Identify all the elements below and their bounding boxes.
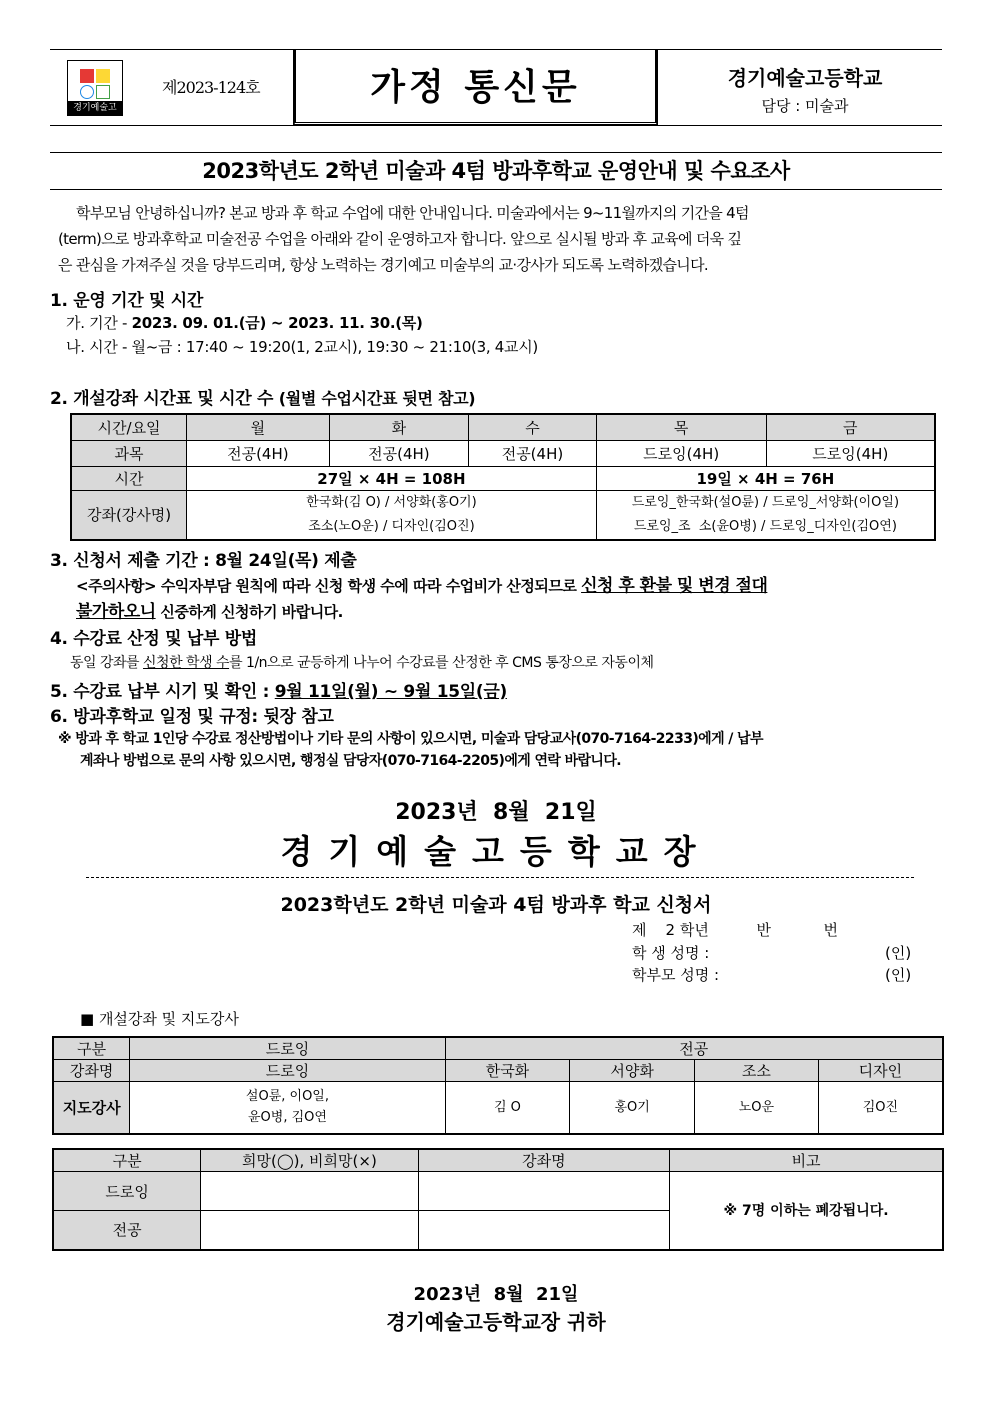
timetable [70,413,936,541]
contact-line: ※ 방과 후 학교 1인당 수강료 정산방법이나 기타 문의 사항이 있으시면, 미술과 담당교사(070-7164-2233)에게 / 납부 [58,731,763,747]
section-3-note [76,573,948,625]
row-label: 시간 [71,466,187,490]
row-label: 지도강사 [53,1082,130,1134]
section-4-title: 4. 수강료 산정 및 납부 방법 [50,629,257,649]
cut-line [86,877,914,878]
course-name: 서양화 [570,1060,695,1082]
lecturer-cell: 김O진 [818,1082,943,1134]
parent-name-label: 학부모 성명 : [632,966,720,984]
contact-note [58,728,948,772]
hours-major: 27일 × 4H = 108H [187,466,597,490]
row-label: 구분 [53,1037,130,1060]
lecturer-cell: 김 O [445,1082,570,1134]
issue-number: 제2023-124호 [162,78,260,97]
parent-seal: (인) [885,966,912,984]
intro-line: 학부모님 안녕하십니까? 본교 방과 후 학교 수업에 대한 안내입니다. 미술과에서는 9~11월까지의 기간을 4텀 [76,204,749,222]
row-label: 과목 [71,440,187,466]
preference-input-major[interactable] [201,1211,419,1250]
category-cell: 전공 [445,1037,943,1060]
header-cell: 목 [596,414,766,440]
lecturer-cell: 홍O기 [570,1082,695,1134]
department: 담당 : 미술과 [761,97,849,115]
section-2-label: 2. 개설강좌 시간표 및 시간 수 [50,389,274,409]
lecturers-major [187,490,597,540]
closure-note: ※ 7명 이하는 폐강됩니다. [670,1172,943,1250]
lecturer-line: 윤O병, 김O연 [247,1110,327,1126]
principal-title: 경기예술고등학교장 [280,832,712,871]
period-label: 가. 기간 - [66,314,132,332]
logo-green-square [96,85,110,99]
header-cell: 시간/요일 [71,414,187,440]
course-input-major[interactable] [418,1211,669,1250]
section-4-text [70,652,654,672]
time-line: 나. 시간 - 월~금 : 17:40 ~ 19:20(1, 2교시), 19:30 ~ 21:10(3, 4교시) [66,338,538,356]
subject-cell: 전공(4H) [469,440,597,466]
preference-input-drawing[interactable] [201,1172,419,1211]
form-title: 2023학년도 2학년 미술과 4텀 방과후 학교 신청서 [280,894,712,916]
header-cell: 강좌명 [418,1149,669,1172]
form-grade: 제 2 학년 반 번 [632,921,838,939]
section-6-title: 6. 방과후학교 일정 및 규정: 뒷장 참고 [50,707,334,727]
section-2-title [50,384,475,409]
caution-text: <주의사항> 수익자부담 원칙에 따라 신청 학생 수에 따라 수업비가 산정되므로 [76,577,582,595]
subject-cell: 드로잉(4H) [596,440,766,466]
section-5-title [50,677,507,702]
period-line [66,312,423,333]
row-label: 전공 [53,1211,201,1250]
header-cell: 구분 [53,1149,201,1172]
header-cell: 금 [766,414,935,440]
lecturer-line: 설O륜, 이O일, [245,1089,330,1105]
intro-line: (term)으로 방과후학교 미술전공 수업을 아래와 같이 운영하고자 합니다. 앞으로 실시될 방과 후 교육에 더욱 깊 [58,230,742,248]
header-cell: 비고 [670,1149,943,1172]
subject-cell: 드로잉(4H) [766,440,935,466]
course-input-drawing[interactable] [418,1172,669,1211]
student-name-label: 학 생 성명 : [632,944,710,962]
school-logo [67,60,123,116]
course-name: 드로잉 [130,1060,445,1082]
notice-subtitle: 2023학년도 2학년 미술과 4텀 방과후학교 운영안내 및 수요조사 [50,152,942,190]
section-2-note: (월별 수업시간표 뒷면 참고) [278,389,476,408]
issue-date: 2023년 8월 21일 [395,800,597,825]
course-name: 조소 [695,1060,819,1082]
row-label: 강좌명 [53,1060,130,1082]
caution-text: 신중하게 신청하기 바랍니다. [155,603,343,621]
school-name: 경기예술고등학교 [727,66,883,90]
hours-drawing: 19일 × 4H = 76H [596,466,935,490]
period-value: 2023. 09. 01.(금) ~ 2023. 11. 30.(목) [131,314,423,332]
logo-blue-circle [80,85,94,99]
lecturer-line: 드로잉_조 소(윤O병) / 드로잉_디자인(김O연) [633,518,897,534]
header-cell: 월 [187,414,330,440]
fee-text: 를 1/n으로 균등하게 나누어 수강료를 산정한 후 CMS 통장으로 자동이체 [229,655,654,671]
payment-period: 9월 11일(월) ~ 9월 15일(금) [274,682,507,702]
intro-line: 은 관심을 가져주실 것을 당부드리며, 항상 노력하는 경기예고 미술부의 교·강사가 되도록 노력하겠습니다. [58,256,708,274]
footer-addressee: 경기예술고등학교장 귀하 [386,1310,606,1334]
header-cell: 수 [469,414,597,440]
lecturers-drawing [596,490,935,540]
student-seal: (인) [885,944,912,962]
section-1-title: 1. 운영 기간 및 시간 [50,291,204,311]
section-3-title: 3. 신청서 제출 기간 : 8월 24일(목) 제출 [50,551,357,571]
row-label: 강좌(강사명) [71,490,187,540]
lecturer-line: 드로잉_한국화(설O륜) / 드로잉_서양화(이O일) [631,494,900,510]
course-name: 한국화 [445,1060,570,1082]
footer-date: 2023년 8월 21일 [413,1284,579,1305]
fee-text: 동일 강좌를 [70,655,144,671]
course-name: 디자인 [818,1060,943,1082]
header-cell: 화 [329,414,469,440]
letter-title: 가정 통신문 [293,50,658,125]
logo-red-square [80,69,94,83]
logo-text: 경기예술고 [68,101,122,115]
subject-cell: 전공(4H) [329,440,469,466]
caution-emphasis: 불가하오니 [76,602,156,622]
lecturer-line: 조소(노O운) / 디자인(김O진) [308,518,475,534]
application-table [52,1148,944,1251]
course-table [52,1036,944,1135]
intro-paragraph [58,200,918,278]
payment-label: 5. 수강료 납부 시기 및 확인 : [50,682,275,702]
fee-emphasis: 신청한 학생 수 [143,655,230,671]
header-cell: 희망(◯), 비희망(×) [201,1149,419,1172]
logo-yellow-square [96,69,110,83]
caution-emphasis: 신청 후 환불 및 변경 절대 [581,576,768,596]
subject-cell: 전공(4H) [187,440,330,466]
category-cell: 드로잉 [130,1037,445,1060]
lecturer-cell: 노O운 [695,1082,819,1134]
row-label: 드로잉 [53,1172,201,1211]
course-list-title: ■ 개설강좌 및 지도강사 [80,1010,239,1028]
lecturer-line: 한국화(김 O) / 서양화(홍O기) [306,494,477,510]
contact-line: 계좌나 방법으로 문의 사항 있으시면, 행정실 담당자(070-7164-2205)에게 연락 바랍니다. [80,753,621,769]
drawing-lecturers [130,1082,445,1134]
letter-header [50,49,942,126]
